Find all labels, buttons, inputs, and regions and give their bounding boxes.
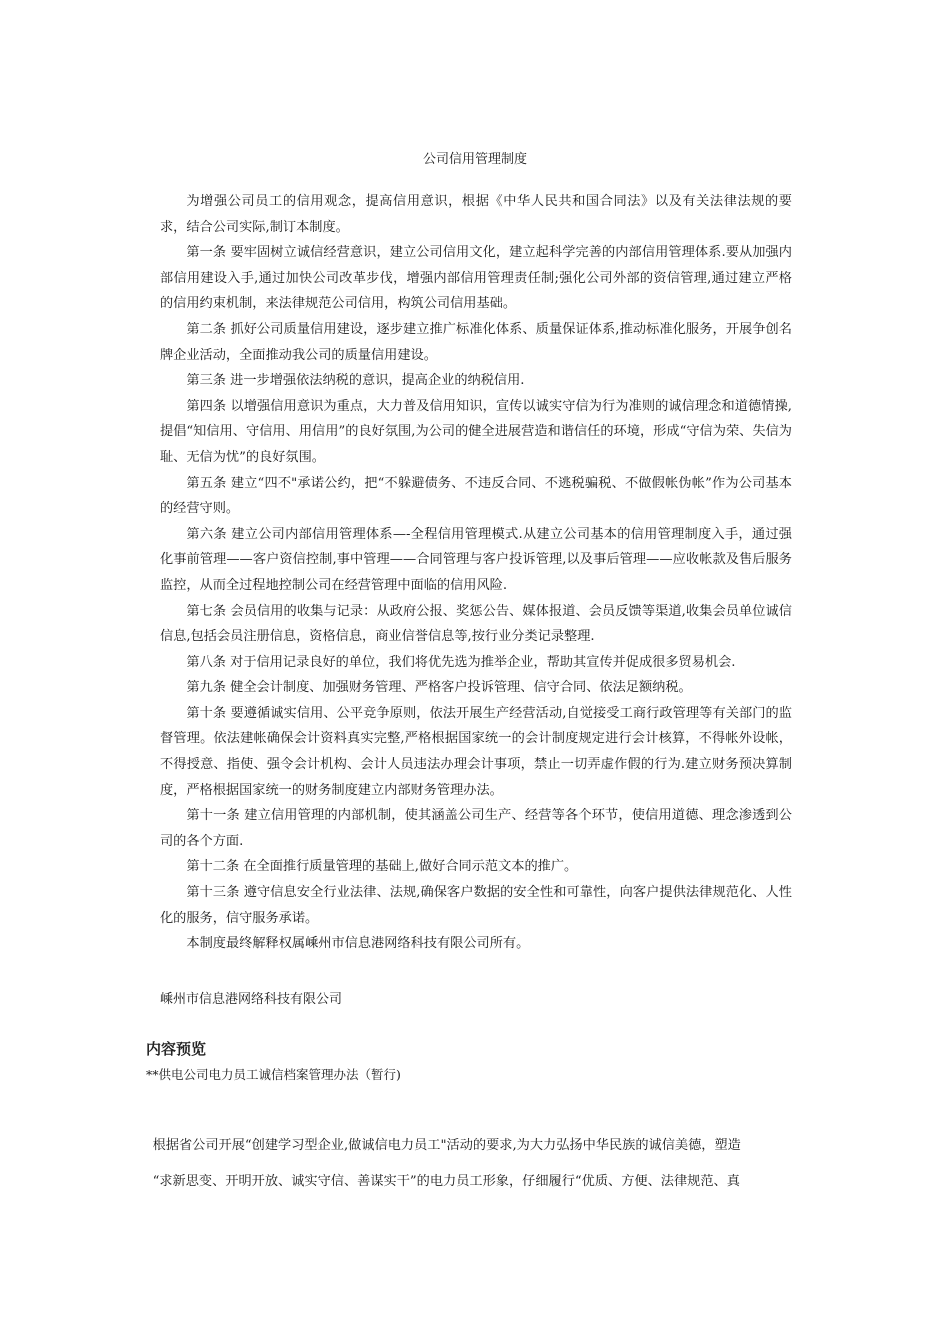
preview-body — [146, 1128, 810, 1200]
article-1: 第一条 要牢固树立诚信经营意识，建立公司信用文化，建立起科学完善的内部信用管理体系.要从加强内部信用建设入手,通过加快公司改革步伐，增强内部信用管理责任制;强化公司外部的资信管理,通过建立严格的信用约束机制，来法律规范公司信用，构筑公司信用基础。 — [160, 245, 792, 312]
article-11: 第十一条 建立信用管理的内部机制，使其涵盖公司生产、经营等各个环节，使信用道德、理念渗透到公司的各个方面. — [160, 808, 792, 849]
article-2: 第二条 抓好公司质量信用建设，逐步建立推广标准化体系、质量保证体系,推动标准化服务，开展争创名牌企业活动，全面推动我公司的质量信用建设。 — [160, 321, 792, 363]
article-6: 第六条 建立公司内部信用管理体系—-全程信用管理模式.从建立公司基本的信用管理制度入手，通过强化事前管理——客户资信控制,事中管理——合同管理与客户投诉管理,以及事后管理——应收帐款及售后服务监控，从而全过程地控制公司在经营管理中面临的信用风险. — [160, 526, 792, 593]
document-title: 公司信用管理制度 — [422, 152, 527, 167]
article-9: 第九条 健全会计制度、加强财务管理、严格客户投诉管理、信守合同、依法足额纳税。 — [186, 680, 692, 696]
article-12: 第十二条 在全面推行质量管理的基础上,做好合同示范文本的推广。 — [186, 859, 578, 875]
company-name: 嵊州市信息港网络科技有限公司 — [160, 992, 343, 1007]
article-8: 第八条 对于信用记录良好的单位，我们将优先选为推举企业，帮助其宣传并促成很多贸易机会. — [186, 654, 736, 670]
article-13: 第十三条 遵守信息安全行业法律、法规,确保客户数据的安全性和可靠性，向客户提供法律规范化、人性化的服务，信守服务承诺。 — [160, 885, 792, 926]
article-5: 第五条 建立“四不"承诺公约，把“不躲避债务、不违反合同、不逃税骗税、不做假帐伪帐”作为公司基本的经营守则。 — [160, 475, 792, 517]
article-3: 第三条 进一步增强依法纳税的意识，提高企业的纳税信用. — [186, 373, 525, 389]
article-10: 第十条 要遵循诚实信用、公平竞争原则，依法开展生产经营活动,自觉接受工商行政管理等有关部门的监督管理。依法建帐确保会计资料真实完整,严格根据国家统一的会计制度规定进行会计核算，不得帐外设帐，不得授意、指使、强令会计机构、会计人员违法办理会计事项，禁止一切弄虚作假的行为.建立财务预决算制度，严格根据国家统一的财务制度建立内部财务管理办法。 — [160, 705, 792, 798]
closing-paragraph: 本制度最终解释权属嵊州市信息港网络科技有限公司所有。 — [186, 936, 530, 952]
intro-paragraph: 为增强公司员工的信用观念，提高信用意识，根据《中华人民共和国合同法》以及有关法律法规的要求，结合公司实际,制订本制度。 — [160, 194, 792, 235]
article-7: 第七条 会员信用的收集与记录：从政府公报、奖惩公告、媒体报道、会员反馈等渠道,收集会员单位诚信信息,包括会员注册信息，资格信息，商业信誉信息等,按行业分类记录整理. — [160, 603, 792, 645]
preview-line: 根据省公司开展“创建学习型企业,做诚信电力员工"活动的要求,为大力弘扬中华民族的诚信美德，塑造 — [152, 1138, 741, 1153]
article-4: 第四条 以增强信用意识为重点，大力普及信用知识，宣传以诚实守信为行为准则的诚信理念和道德情操,提倡“知信用、守信用、用信用”的良好氛围,为公司的健全进展营造和谐信任的环境，形成“守信为荣、失信为耻、无信为忧”的良好氛围。 — [160, 398, 792, 465]
preview-title: **供电公司电力员工诚信档案管理办法（暂行) — [146, 1067, 401, 1082]
preview-heading: 内容预览 — [146, 1040, 207, 1058]
document-body — [160, 189, 792, 957]
preview-line: “求新思变、开明开放、诚实守信、善谋实干”的电力员工形象，仔细履行“优质、方便、法律规范、真 — [152, 1174, 740, 1189]
